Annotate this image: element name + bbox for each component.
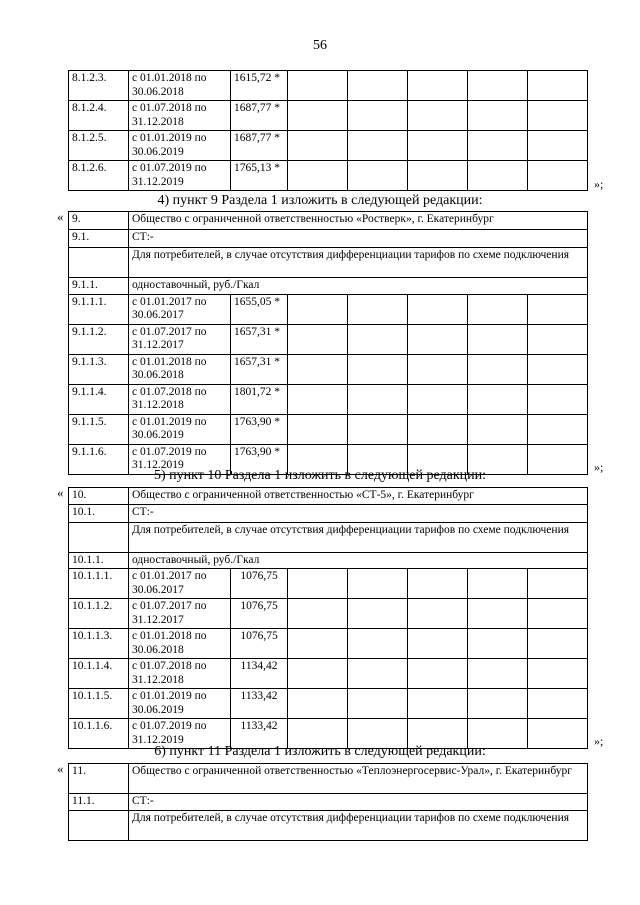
table-row [69, 522, 588, 552]
table-row [69, 161, 588, 191]
row-number-cell: 10.1.1.6. [69, 719, 129, 749]
table-row [69, 414, 588, 444]
period-cell: с 01.07.2017 по 31.12.2017 [129, 324, 231, 354]
section-heading: 4) пункт 9 Раздела 1 изложить в следующей редакции: [157, 193, 483, 208]
table-row [69, 384, 588, 414]
row-number-cell: 9.1.1.3. [69, 354, 129, 384]
table-row [69, 504, 588, 522]
tariff-value-cell: 1763,90 * [231, 414, 288, 444]
empty-cell [288, 354, 348, 384]
empty-cell [528, 324, 588, 354]
empty-cell [408, 101, 468, 131]
empty-cell [528, 659, 588, 689]
empty-cell [468, 599, 528, 629]
row-number-cell: 10.1.1.5. [69, 689, 129, 719]
empty-cell [348, 414, 408, 444]
empty-cell [468, 161, 528, 191]
period-cell: с 01.01.2019 по 30.06.2019 [129, 689, 231, 719]
table-row [69, 764, 588, 794]
tariff-table [68, 70, 588, 191]
empty-cell [288, 414, 348, 444]
empty-cell [468, 414, 528, 444]
row-number-cell: 8.1.2.3. [69, 71, 129, 101]
row-number-cell: 9.1.1.1. [69, 294, 129, 324]
empty-cell [348, 384, 408, 414]
empty-cell [348, 629, 408, 659]
empty-cell [288, 599, 348, 629]
empty-cell [348, 324, 408, 354]
row-number-cell: 10.1.1.3. [69, 629, 129, 659]
row-number-cell: 9.1.1. [69, 278, 129, 295]
table-row [69, 248, 588, 278]
empty-cell [288, 71, 348, 101]
row-number-cell: 8.1.2.5. [69, 131, 129, 161]
empty-cell [528, 354, 588, 384]
row-number-cell: 11. [69, 764, 129, 794]
period-cell: с 01.07.2018 по 31.12.2018 [129, 101, 231, 131]
empty-cell [408, 689, 468, 719]
empty-cell [468, 131, 528, 161]
tariff-table [68, 487, 588, 749]
period-cell: с 01.01.2018 по 30.06.2018 [129, 629, 231, 659]
row-number-cell: 9.1.1.2. [69, 324, 129, 354]
empty-cell [288, 569, 348, 599]
tariff-value-cell: 1687,77 * [231, 131, 288, 161]
page-number: 56 [313, 38, 327, 53]
description-cell: СТ:- [129, 794, 588, 811]
table-row [69, 599, 588, 629]
description-cell: СТ:- [129, 504, 588, 522]
period-cell: с 01.01.2018 по 30.06.2018 [129, 71, 231, 101]
table-row [69, 659, 588, 689]
row-number-cell: 10.1.1.4. [69, 659, 129, 689]
empty-cell [408, 324, 468, 354]
row-number-cell: 9.1.1.5. [69, 414, 129, 444]
open-quote: « [57, 209, 64, 224]
tariff-value-cell: 1134,42 [231, 659, 288, 689]
section-heading: 5) пункт 10 Раздела 1 изложить в следующей редакции: [154, 468, 486, 483]
empty-cell [348, 161, 408, 191]
row-number-cell: 9.1. [69, 230, 129, 248]
table-row [69, 810, 588, 840]
row-number-cell: 10.1.1.2. [69, 599, 129, 629]
empty-cell [348, 71, 408, 101]
empty-cell [528, 384, 588, 414]
empty-cell [468, 324, 528, 354]
section-heading: 6) пункт 11 Раздела 1 изложить в следующей редакции: [154, 744, 486, 759]
empty-cell [288, 629, 348, 659]
empty-cell [468, 354, 528, 384]
tariff-value-cell: 1076,75 [231, 599, 288, 629]
empty-cell [408, 354, 468, 384]
empty-cell [528, 294, 588, 324]
empty-cell [288, 324, 348, 354]
description-cell: Для потребителей, в случае отсутствия дифференциации тарифов по схеме подключения [129, 810, 588, 840]
empty-cell [528, 161, 588, 191]
empty-cell [408, 599, 468, 629]
tariff-value-cell: 1076,75 [231, 629, 288, 659]
table-row [69, 131, 588, 161]
empty-cell [408, 384, 468, 414]
close-quote: »; [594, 177, 604, 191]
empty-cell [468, 101, 528, 131]
tariff-table [68, 211, 588, 475]
empty-cell [528, 101, 588, 131]
description-cell: СТ:- [129, 230, 588, 248]
row-number-cell: 11.1. [69, 794, 129, 811]
period-cell: с 01.07.2019 по 31.12.2019 [129, 161, 231, 191]
tariff-value-cell: 1133,42 [231, 719, 288, 749]
table-row [69, 488, 588, 505]
period-cell: с 01.07.2018 по 31.12.2018 [129, 659, 231, 689]
row-number-cell: 9.1.1.4. [69, 384, 129, 414]
empty-cell [288, 161, 348, 191]
open-quote: « [57, 485, 64, 500]
organization-cell: Общество с ограниченной ответственностью «Ростверк», г. Екатеринбург [129, 212, 588, 230]
row-number-cell: 9.1.1.6. [69, 444, 129, 474]
tariff-value-cell: 1657,31 * [231, 354, 288, 384]
empty-cell [348, 569, 408, 599]
empty-cell [348, 599, 408, 629]
period-cell: с 01.01.2018 по 30.06.2018 [129, 354, 231, 384]
empty-cell [288, 659, 348, 689]
empty-cell [468, 689, 528, 719]
table-row [69, 552, 588, 569]
period-cell: с 01.07.2017 по 31.12.2017 [129, 599, 231, 629]
empty-cell [408, 569, 468, 599]
empty-cell [288, 101, 348, 131]
row-number-cell: 10.1.1. [69, 552, 129, 569]
tariff-table [68, 763, 588, 841]
table-row [69, 294, 588, 324]
empty-cell [528, 131, 588, 161]
empty-cell [468, 384, 528, 414]
tariff-value-cell: 1763,90 * [231, 444, 288, 474]
description-cell: Для потребителей, в случае отсутствия дифференциации тарифов по схеме подключения [129, 522, 588, 552]
empty-cell [468, 569, 528, 599]
empty-cell [408, 71, 468, 101]
table-row [69, 212, 588, 230]
empty-cell [408, 131, 468, 161]
period-cell: с 01.01.2017 по 30.06.2017 [129, 569, 231, 599]
table-row [69, 629, 588, 659]
table-row [69, 71, 588, 101]
empty-cell [348, 689, 408, 719]
empty-cell [528, 689, 588, 719]
empty-cell [528, 414, 588, 444]
empty-cell [288, 689, 348, 719]
tariff-value-cell: 1615,72 * [231, 71, 288, 101]
row-number-cell: 8.1.2.6. [69, 161, 129, 191]
row-number-cell: 10.1. [69, 504, 129, 522]
table-row [69, 354, 588, 384]
description-cell: одноставочный, руб./Гкал [129, 278, 588, 295]
empty-cell [288, 384, 348, 414]
empty-cell [528, 71, 588, 101]
table-row [69, 689, 588, 719]
row-number-cell [69, 248, 129, 278]
table-row [69, 569, 588, 599]
empty-cell [468, 659, 528, 689]
tariff-value-cell: 1655,05 * [231, 294, 288, 324]
tariff-value-cell: 1765,13 * [231, 161, 288, 191]
table-row [69, 794, 588, 811]
table-row [69, 230, 588, 248]
empty-cell [348, 354, 408, 384]
period-cell: с 01.07.2019 по 31.12.2019 [129, 719, 231, 749]
empty-cell [468, 294, 528, 324]
organization-cell: Общество с ограниченной ответственностью «СТ-5», г. Екатеринбург [129, 488, 588, 505]
row-number-cell: 9. [69, 212, 129, 230]
empty-cell [528, 599, 588, 629]
row-number-cell: 10. [69, 488, 129, 505]
tariff-value-cell: 1687,77 * [231, 101, 288, 131]
table-row [69, 278, 588, 295]
empty-cell [468, 71, 528, 101]
row-number-cell [69, 522, 129, 552]
row-number-cell: 8.1.2.4. [69, 101, 129, 131]
period-cell: с 01.07.2018 по 31.12.2018 [129, 384, 231, 414]
empty-cell [348, 101, 408, 131]
row-number-cell: 10.1.1.1. [69, 569, 129, 599]
empty-cell [348, 131, 408, 161]
tariff-value-cell: 1801,72 * [231, 384, 288, 414]
description-cell: Для потребителей, в случае отсутствия дифференциации тарифов по схеме подключения [129, 248, 588, 278]
empty-cell [408, 414, 468, 444]
open-quote: « [57, 761, 64, 776]
period-cell: с 01.01.2019 по 30.06.2019 [129, 414, 231, 444]
description-cell: одноставочный, руб./Гкал [129, 552, 588, 569]
empty-cell [348, 294, 408, 324]
empty-cell [408, 659, 468, 689]
empty-cell [408, 629, 468, 659]
tariff-value-cell: 1133,42 [231, 689, 288, 719]
empty-cell [348, 659, 408, 689]
period-cell: с 01.07.2019 по 31.12.2019 [129, 444, 231, 474]
empty-cell [288, 131, 348, 161]
empty-cell [468, 629, 528, 659]
table-row [69, 324, 588, 354]
period-cell: с 01.01.2019 по 30.06.2019 [129, 131, 231, 161]
close-quote: »; [594, 734, 604, 748]
empty-cell [528, 629, 588, 659]
empty-cell [528, 569, 588, 599]
period-cell: с 01.01.2017 по 30.06.2017 [129, 294, 231, 324]
empty-cell [288, 294, 348, 324]
empty-cell [408, 294, 468, 324]
organization-cell: Общество с ограниченной ответственностью «Теплоэнергосервис-Урал», г. Екатеринбург [129, 764, 588, 794]
tariff-value-cell: 1076,75 [231, 569, 288, 599]
empty-cell [408, 161, 468, 191]
tariff-value-cell: 1657,31 * [231, 324, 288, 354]
row-number-cell [69, 810, 129, 840]
close-quote: »; [594, 460, 604, 474]
table-row [69, 101, 588, 131]
